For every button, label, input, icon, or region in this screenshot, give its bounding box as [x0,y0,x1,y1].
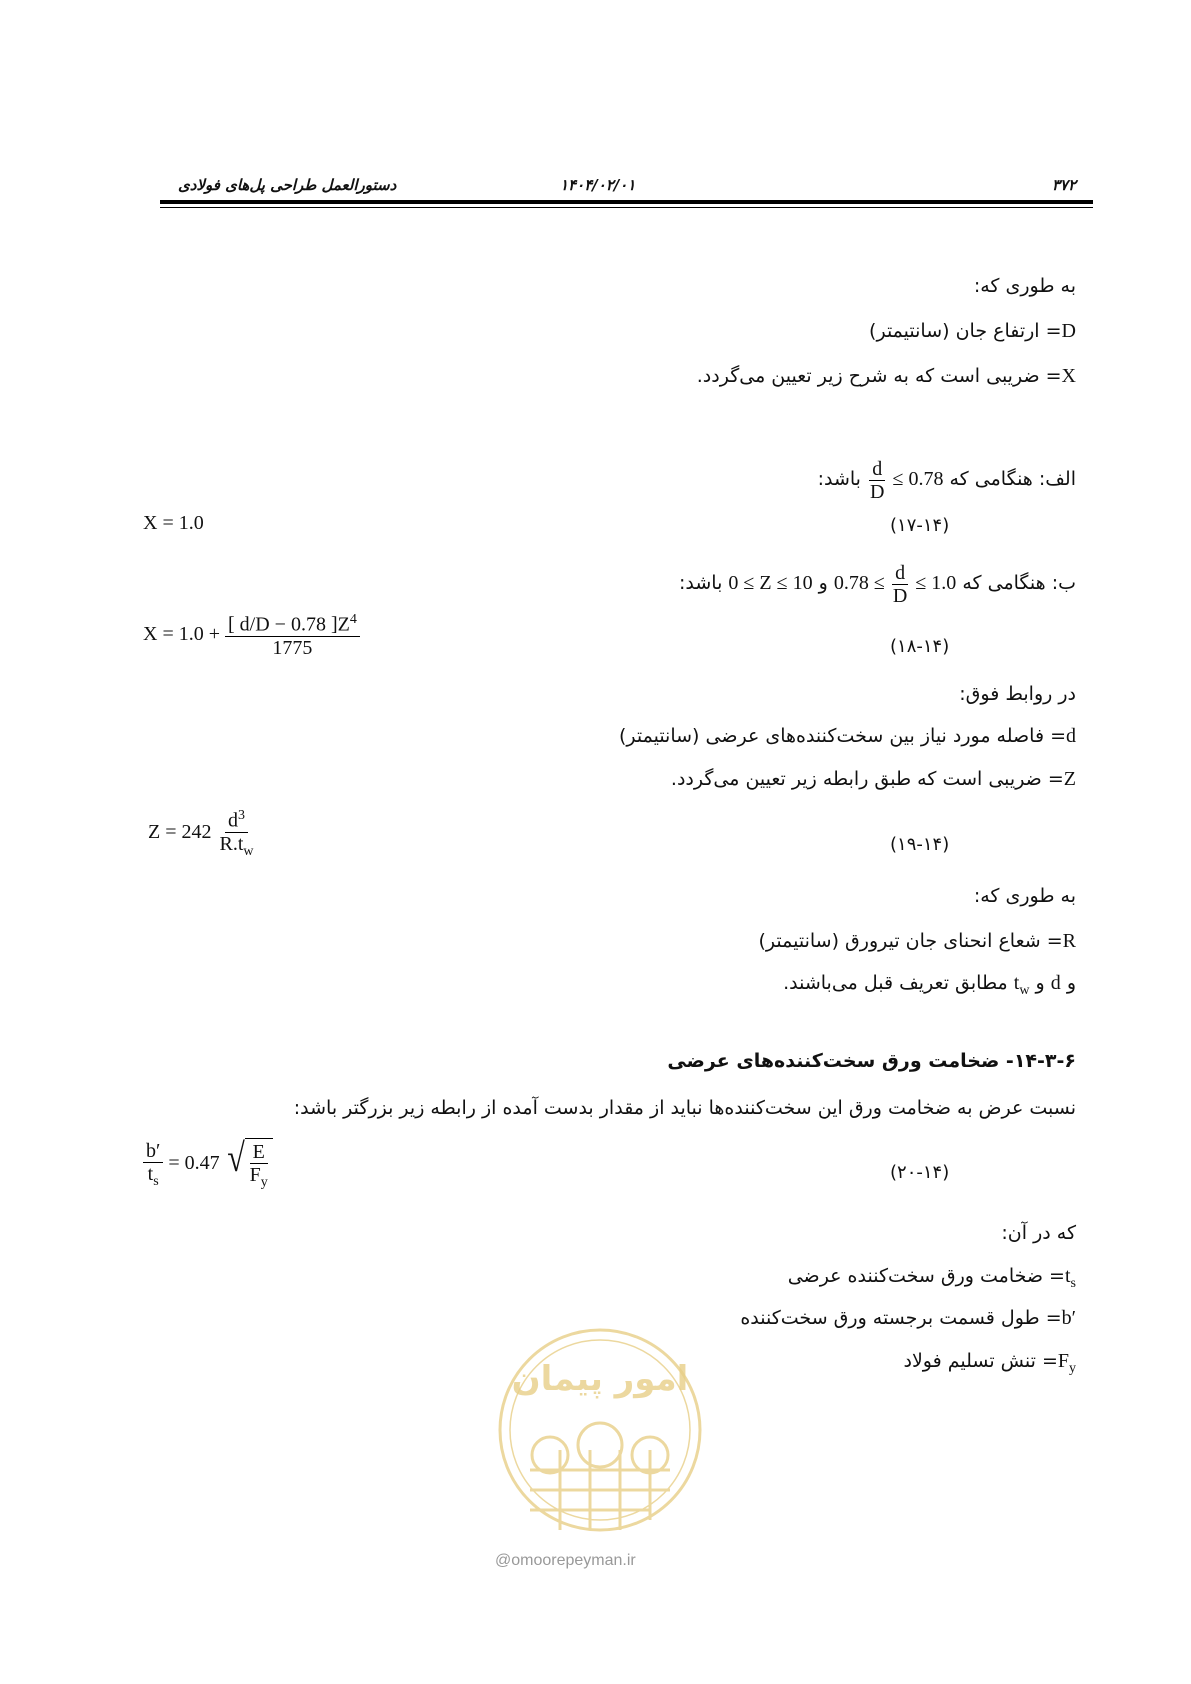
symbol-d-2: d [1050,972,1061,994]
definition-X: X= ضریبی است که به شرح زیر تعیین می‌گردد. [696,365,1076,387]
equation-17: X = 1.0 [143,512,204,534]
definition-d: d= فاصله مورد نیاز بین سخت‌کننده‌های عرضی (سانتیمتر) [618,725,1076,747]
symbol-Z: Z [1063,768,1076,790]
header-title: دستورالعمل طراحی پل‌های فولادی [178,176,397,194]
symbol-ts: $t_s$ [1064,1265,1076,1291]
symbol-R: R [1062,930,1076,952]
where-intro-3: به طوری که: [973,885,1076,907]
section-paragraph: نسبت عرض به ضخامت ورق این سخت‌کننده‌ها نباید از مقدار بدست آمده از رابطه زیر بزرگتر باشد: [293,1097,1076,1119]
symbol-Fy: $F_y$ [1057,1350,1076,1376]
symbol-D: D [1061,320,1076,342]
where-intro-1: به طوری که: [973,275,1076,297]
section-heading: ۱۴-۳-۶- ضخامت ورق سخت‌کننده‌های عرضی [667,1050,1076,1072]
definition-tw-d: و d و $t_w$ مطابق تعریف قبل می‌باشند. [783,972,1076,998]
equation-number-17: (۱۷-۱۴) [890,515,950,536]
definition-bprime: b′= طول قسمت برجسته ورق سخت‌کننده [740,1307,1076,1329]
definition-Fy: $F_y=$ تنش تسلیم فولاد [903,1350,1076,1376]
header-rule-thin [160,207,1093,208]
watermark-seal [490,1320,710,1560]
symbol-d: d [1066,725,1076,747]
condition-b-math-2: 0 ≤ Z ≤ 10 [728,572,813,595]
symbol-bprime: b′ [1061,1307,1076,1329]
header-rule-thick [160,200,1093,204]
svg-text:امور پیمان: امور پیمان [511,1359,689,1399]
where-intro-2: در روابط فوق: [959,683,1076,705]
definition-D: D= ارتفاع جان (سانتیمتر) [869,320,1076,342]
definition-Z: Z= ضریبی است که طبق رابطه زیر تعیین می‌گردد. [670,768,1076,790]
condition-b-math-1: 0.78 ≤ $\frac{d}{D}$ ≤ 1.0 [833,562,957,607]
symbol-X: X [1061,365,1076,387]
equation-number-18: (۱۸-۱۴) [890,636,950,657]
page-number: ۳۷۲ [1051,176,1076,194]
equation-19: Z = 242 $\frac{d^3}{R.t_w}$ [148,808,254,859]
case-a-condition: الف: هنگامی که $\frac{d}{D}$ ≤ 0.78 باشد: [817,458,1076,503]
symbol-tw: $t_w$ [1013,972,1030,998]
definition-R: R= شعاع انحنای جان تیرورق (سانتیمتر) [758,930,1076,952]
definition-ts: $t_s=$ ضخامت ورق سخت‌کننده عرضی [787,1265,1076,1291]
header-date: ۱۴۰۴/۰۲/۰۱ [560,176,636,194]
condition-a-math: $\frac{d}{D}$ ≤ 0.78 [870,458,944,503]
case-b-condition: ب: هنگامی که 0.78 ≤ $\frac{d}{D}$ ≤ 1.0 و 0 ≤ Z ≤ 10 باشد: [679,562,1076,607]
equation-20: $\frac{b'}{t_s}$ = 0.47 √ $\frac{E}{F_y}$ [143,1138,273,1190]
equation-number-19: (۱۹-۱۴) [890,834,950,855]
equation-18: X = 1.0 + $\frac{[ d/D - 0.78 ]Z^4}{1775}$ [143,612,360,659]
equation-number-20: (۲۰-۱۴) [890,1162,950,1183]
where-intro-4: که در آن: [1001,1222,1076,1244]
watermark-text: @omoorepeyman.ir [495,1552,636,1569]
